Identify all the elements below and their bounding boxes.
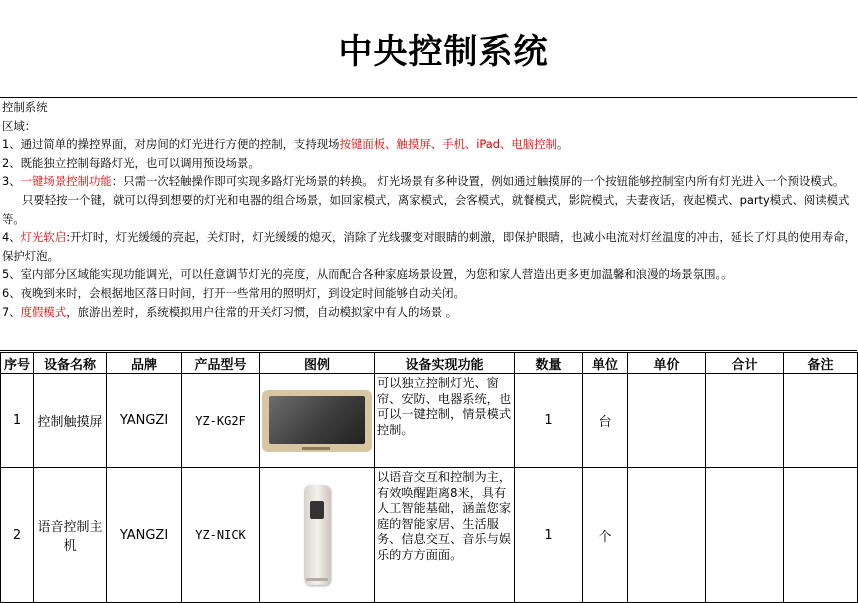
table-row xyxy=(1,468,858,603)
header-cell-function[interactable]: 设备实现功能 xyxy=(375,353,515,374)
cell-total[interactable] xyxy=(706,468,784,603)
desc-line xyxy=(2,172,857,191)
desc-highlight: 灯光软启 xyxy=(20,230,67,245)
voice-controller-display xyxy=(310,501,324,519)
cell-name[interactable]: 控制触摸屏 xyxy=(34,374,107,468)
cell-qty[interactable]: 1 xyxy=(515,374,583,468)
cell-note[interactable] xyxy=(784,468,858,603)
desc-text: :开灯时，灯光缓缓的亮起，关灯时，灯光缓缓的熄灭，消除了光线骤变对眼睛的刺激，即保护眼睛，也减小电流对灯丝温度的冲击，延长了灯具的使用寿命，保护灯泡。 xyxy=(2,230,857,263)
cell-price[interactable] xyxy=(628,374,706,468)
cell-brand[interactable]: YANGZI xyxy=(107,374,182,468)
cell-unit[interactable]: 个 xyxy=(583,468,628,603)
touch-panel-logo-bar xyxy=(302,447,330,450)
equipment-table xyxy=(0,352,858,603)
desc-highlight: 一键场景控制功能 xyxy=(20,174,112,189)
desc-text: 。 xyxy=(556,137,569,152)
description-cell[interactable] xyxy=(0,98,857,351)
cell-model[interactable]: YZ-NICK xyxy=(182,468,260,603)
desc-text: 1、通过简单的操控界面，对房间的灯光进行方便的控制，支持现场 xyxy=(2,137,340,152)
desc-line: 2、既能独立控制每路灯光，也可以调用预设场景。 xyxy=(2,155,260,170)
table-row xyxy=(1,374,858,468)
cell-unit[interactable]: 台 xyxy=(583,374,628,468)
header-cell-name[interactable]: 设备名称 xyxy=(34,353,107,374)
desc-line: 只要轻按一个键，就可以得到想要的灯光和电器的组合场景，如回家模式，离家模式，会客模式，就餐模式，影院模式，夫妻夜话，夜起模式、party模式、阅读模式等。 xyxy=(2,192,850,226)
cell-no[interactable]: 1 xyxy=(1,374,34,468)
desc-text: 7、 xyxy=(2,304,21,319)
cell-note[interactable] xyxy=(784,374,858,468)
desc-line xyxy=(2,228,857,265)
voice-controller-base xyxy=(306,578,328,581)
desc-line xyxy=(2,303,857,322)
desc-text: ：只需一次轻触操作即可实现多路灯光场景的转换。 灯光场景有多种设置，例如通过触摸屏的一个按钮能够控制室内所有灯光进入一个预设模式。 xyxy=(111,174,845,189)
desc-text: ，旅游出差时，系统模拟用户往常的开关灯习惯，自动模拟家中有人的场景 。 xyxy=(66,304,458,319)
desc-line xyxy=(2,135,857,154)
header-cell-model[interactable]: 产品型号 xyxy=(182,353,260,374)
header-cell-no[interactable]: 序号 xyxy=(1,353,34,374)
cell-function[interactable]: 可以独立控制灯光、窗帘、安防、电器系统，也可以一键控制，情景模式控制。 xyxy=(375,374,515,468)
title-cell[interactable] xyxy=(0,0,857,98)
cell-image[interactable] xyxy=(260,468,375,603)
voice-controller-image xyxy=(304,485,330,585)
header-cell-note[interactable]: 备注 xyxy=(784,353,858,374)
page-title: 中央控制系统 xyxy=(338,32,549,72)
desc-line: 控制系统 xyxy=(2,100,48,114)
header-cell-brand[interactable]: 品牌 xyxy=(107,353,182,374)
cell-qty[interactable]: 1 xyxy=(515,468,583,603)
cell-function[interactable]: 以语音交互和控制为主，有效唤醒距离8米，具有人工智能基础，涵盖您家庭的智能家居、生活服务、信息交互、音乐与娱乐的方方面面。 xyxy=(375,468,515,603)
touch-panel-screen xyxy=(269,396,365,444)
cell-no[interactable]: 2 xyxy=(1,468,34,603)
desc-line: 6、夜晚到来时，会根据地区落日时间，打开一些常用的照明灯，到设定时间能够自动关闭。 xyxy=(2,285,465,300)
header-cell-qty[interactable]: 数量 xyxy=(515,353,583,374)
desc-highlight: 度假模式 xyxy=(20,304,67,319)
cell-price[interactable] xyxy=(628,468,706,603)
desc-line: 区域： xyxy=(2,118,37,133)
header-cell-total[interactable]: 合计 xyxy=(706,353,784,374)
cell-image[interactable] xyxy=(260,374,375,468)
cell-model[interactable]: YZ-KG2F xyxy=(182,374,260,468)
header-cell-image[interactable]: 图例 xyxy=(260,353,375,374)
header-row xyxy=(1,353,858,374)
desc-text: 3、 xyxy=(2,174,21,189)
header-cell-price[interactable]: 单价 xyxy=(628,353,706,374)
header-cell-unit[interactable]: 单位 xyxy=(583,353,628,374)
desc-highlight: 按键面板、触摸屏、手机、iPad、电脑控制 xyxy=(339,137,557,152)
desc-text: 4、 xyxy=(2,230,21,245)
cell-total[interactable] xyxy=(706,374,784,468)
cell-name[interactable]: 语音控制主机 xyxy=(34,468,107,603)
cell-brand[interactable]: YANGZI xyxy=(107,468,182,603)
desc-line: 5、室内部分区域能实现功能调光，可以任意调节灯光的亮度，从而配合各种家庭场景设置，为您和家人营造出更多更加温馨和浪漫的场景氛围。。 xyxy=(2,267,733,282)
touch-panel-image xyxy=(262,390,372,452)
